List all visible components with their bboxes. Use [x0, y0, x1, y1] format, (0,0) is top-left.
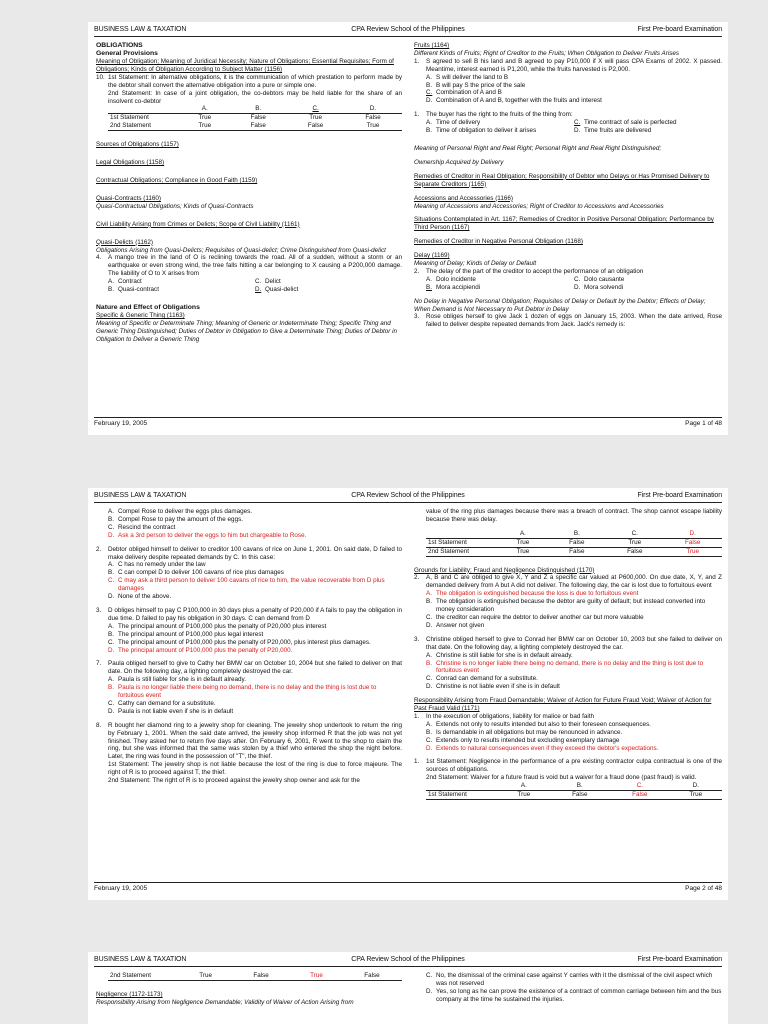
- topic-heading: Quasi-Delicts (1162): [96, 238, 153, 246]
- correct-answer: D. Ask a 3rd person to deliver the eggs to him but chargeable to Rose.: [108, 531, 307, 539]
- statement-continued: value of the ring plus damages because there was a breach of contract. The shop cannot escape liability because there was delay.: [426, 508, 722, 523]
- right-column: C. No, the dismissal of the criminal case against Y carries with it the dismissal of the civil aspect which was not reserved D. Yes, so long as he can prove the existence of a contract of common carriage between him and the bus company at the time he sustained the injuries.: [426, 972, 722, 1003]
- header-subject: BUSINESS LAW & TAXATION: [94, 956, 187, 963]
- question-grounds-3: 3. Christine obliged herself to give to Conrad her BMW car on October 10, 2003 but she failed to deliver on that date. On the following day, a lighting completely destroyed the car.: [414, 635, 722, 651]
- header-school: CPA Review School of the Philippines: [351, 26, 465, 33]
- question-delay-2: 2. The delay of the part of the creditor to accept the performance of an obligation: [414, 267, 644, 275]
- correct-answer: B. Christine is no longer liable there being no demand, there is no delay and the thing is lost due to fortuitous event: [426, 659, 704, 675]
- statement-2: 2nd Statement: In case of a joint obligation, the co-debtors may be held liable for the share of an insolvent co-debtor: [108, 89, 402, 105]
- answer-table: A. B. C. D. 1st Statement True False True False 2nd Statement True False False True: [426, 530, 722, 557]
- correct-answer: D. The principal amount of P100,000 plus the penalty of P20,000.: [108, 646, 293, 654]
- topic-subheading: No Delay in Negative Personal Obligation; Requisites of Delay or Default by the Debtor; Effects of Delay; When Demand is Not Necessary to Put Debtor in Delay: [414, 297, 706, 313]
- page-2: [88, 488, 728, 900]
- header-exam: First Pre-board Examination: [637, 492, 722, 499]
- topic-heading: Negligence (1172-1173): [96, 990, 163, 998]
- topic-subheading: Responsibility Arising from Negligence Demandable; Validity of Waiver of Action Arising from: [96, 998, 354, 1006]
- footer-rule: [94, 417, 722, 418]
- choices: A. Contract C. Delict B. Quasi-contract D. Quasi-delict: [108, 278, 299, 294]
- answer-table: 2nd Statement True False True False: [108, 972, 402, 981]
- statement-2: 2nd Statement: The right of R is to proceed against the jewelry shop owner and ask for the: [108, 777, 360, 785]
- topic-subheading: Meaning of Accessions and Accessories; Right of Creditor to Accessions and Accessories: [414, 202, 664, 210]
- topic-subheading: Meaning of Personal Right and Real Right; Personal Right and Real Right Distinguished;: [414, 144, 662, 152]
- header-subject: BUSINESS LAW & TAXATION: [94, 26, 187, 33]
- topic-heading: Fruits (1164): [414, 42, 450, 49]
- footer-page: Page 2 of 48: [685, 885, 722, 892]
- choices: A. Time of delivery C. Time contract of sale is perfected B. Time of obligation to deliver it arises D. Time fruits are delivered: [426, 119, 677, 135]
- page-footer: [94, 885, 722, 895]
- footer-date: February 19, 2005: [94, 420, 148, 427]
- right-column: value of the ring plus damages because there was a breach of contract. The shop cannot escape liability because there was delay. A. B. C. D. 1st Statement True False True False 2nd Statement True False False True Grounds for Liability; Fraud and Negligence Distinguished (1170) 2. A, B and C are obliged to give X, Y and Z a specific car valued at P600,000. On due date, X, Y, and Z demanded delivery from A but A did not deliver. The following day, the car is lost due to fortuitous event A. The obligation is extinguished because the loss is due to fortuitous event B. The obligation is extinguished because the debtor are guilty of default; but instead converted into money consideration C. the creditor can require the debtor to deliver another car but more valuable D. Answer not given 3. Christine obliged herself to give to Conrad her BMW car on October 10, 2003 but she failed to deliver on that date. On the following day, a lighting completely destroyed the car. A. Christine is still liable for she is in default already. B. Christine is no longer liable there being no demand, there is no delay and the thing is lost due to fortuitous event C. Conrad can demand for a substitute. D. Christine is not liable even if she is in default Responsibility Arising from Fraud Demandable; Waiver of Action for Future Fraud Void; Waiver of Action for Past Fraud Valid (1171) 1. In the execution of obligations, liability for malice or bad faith A. Extends not only to results intended but also to their foreseen consequences. B. Is demandable in all obligations but may be renounced in advance. C. Extends only to results intended but excluding exemplary damage D. Extends to natural consequences even if they exceed the debtor's expectations. 1. 1st Statement: Negligence in the performance of a pre existing contractor culpa contractual is one of the sources of obligations. 2nd Statement: Waiver for a future fraud is void but a waiver for a fraud done (past fraud) is valid. A. B. C. D. 1st Statement True False False True: [414, 508, 722, 799]
- answer-table: A. B. C. D. 1st Statement True False False True: [426, 782, 722, 800]
- topic-heading: Grounds for Liability; Fraud and Negligence Distinguished (1170): [414, 566, 595, 574]
- right-column: Fruits (1164) Different Kinds of Fruits; Right of Creditor to the Fruits; When Obligation to Deliver Fruits Arises 1. S agreed to sell B his land and B agreed to pay P10,000 if X will pass CPA Exams of 2002. X passed. Meantime, interest earned is P1,200, while the fruits harvested is P2,000. A. S will deliver the land to B B. B will pay S the price of the sale C. Combination of A and B D. Combination of A and B, together with the fruits and interest 1. The buyer has the right to the fruits of the thing from: A. Time of delivery C. Time contract of sale is perfected B. Time of obligation to deliver it arises D. Time fruits are delivered Meaning of Personal Right and Real Right; Personal Right and Real Right Distinguished; Ownership Acquired by Delivery Remedies of Creditor in Real Obligation; Responsibility of Debtor who Delays or Has Promised Delivery to Separate Creditors (1165) Accessions and Accessories (1166) Meaning of Accessions and Accessories; Right of Creditor to Accessions and Accessories Situations Contemplated in Art. 1167; Remedies of Creditor in Positive Personal Obligation; Performance by Third Person (1167) Remedies of Creditor in Negative Personal Obligation (1168) Delay (1169) Meaning of Delay; Kinds of Delay or Default 2. The delay of the part of the creditor to accept the performance of an obligation A. Dolo incidente C. Dolo causante B. Mora accipiendi D. Mora solvendi No Delay in Negative Personal Obligation; Requisites of Delay or Default by the Debtor; Effects of Delay; When Demand is Not Necessary to Put Debtor in Delay 3. Rose obliges herself to give Jack 1 dozen of eggs on January 15, 2003. When the date arrived, Rose failed to deliver despite repeated demands from Jack. Jack's remedy is:: [414, 42, 722, 329]
- topic-subheading: Ownership Acquired by Delivery: [414, 158, 504, 166]
- correct-answer: C. C may ask a third person to deliver 100 cavans of rice to him, the value recoverable from D plus damages: [108, 577, 385, 593]
- topic-heading: Delay (1169): [414, 252, 450, 260]
- topic-subheading: Different Kinds of Fruits; Right of Creditor to the Fruits; When Obligation to Deliver Fruits Arises: [414, 49, 680, 57]
- choices: A. Dolo incidente C. Dolo causante B. Mora accipiendi D. Mora solvendi: [426, 275, 625, 291]
- topic-subheading: Quasi-Contractual Obligations; Kinds of Quasi-Contracts: [96, 202, 254, 210]
- topic-heading: Meaning of Obligation; Meaning of Juridical Necessity; Nature of Obligations; Essential Requisites; Form of Obligations; Kinds of Obligation According to Subject Matter (1156): [96, 58, 394, 73]
- question-fraud-1: 1. In the execution of obligations, liability for malice or bad faith: [414, 712, 595, 720]
- topic-subheading: Obligations Arising from Quasi-Delicts; Requisites of Quasi-delict; Crime Distinguished from Quasi-delict: [96, 246, 386, 254]
- header-exam: First Pre-board Examination: [637, 26, 722, 33]
- question-2: 2. Debtor obliged himself to deliver to creditor 100 cavans of rice on June 1, 2001. On said date, D failed to make delivery despite repeated demands by C. In this case:: [96, 545, 402, 561]
- topic-heading: Quasi-Contracts (1160): [96, 194, 161, 202]
- page-3: [88, 952, 728, 1024]
- section-subtitle: General Provisions: [96, 50, 158, 57]
- left-column: [96, 972, 402, 1007]
- correct-answer: D. Extends to natural consequences even if they exceed the debtor's expectations.: [426, 744, 659, 752]
- footer-rule: [94, 882, 722, 883]
- topic-heading: Situations Contemplated in Art. 1167; Remedies of Creditor in Positive Personal Obligation; Performance by Third Person (1167): [414, 216, 714, 232]
- header-rule: [94, 36, 722, 37]
- answer-table: A. B. C. D. 1st Statement True False True False 2nd Statement True False False True: [108, 105, 402, 131]
- question-8: 8. R bought her diamond ring to a jewelry shop for cleaning. The jewelry shop undertook to return the ring by February 1, 2001. When the said date arrived, the jewelry shop informed R that the job was not yet finished. They asked her to return five days after. On February 6, 2001, R went to the shop to claim the ring, but she was informed that the same was stolen by a thief who entered the shop the night before. Later, the ring was found in the possession of "T", the thief. 1st Statement: The jewelry shop is not liable because the lost of the ring is due to force majeure. The right of R is to proceed against T, the thief. 2nd Statement: The right of R is to proceed against the jewelry shop owner and ask for the: [96, 721, 402, 785]
- topic-heading: Contractual Obligations; Compliance in Good Faith (1159): [96, 176, 258, 184]
- question-7: 7. Paula obliged herself to give to Cathy her BMW car on October 10, 2004 but she failed to deliver on that date. On the following day, a lighting completely destroyed the car.: [96, 660, 402, 676]
- left-column: [96, 42, 402, 344]
- topic-heading: Civil Liability Arising from Crimes or Delicts; Scope of Civil Liability (1161): [96, 220, 300, 228]
- question-delay-3: 3. Rose obliges herself to give Jack 1 dozen of eggs on January 15, 2003. When the date arrived, Rose failed to deliver despite repeated demands from Jack. Jack's remedy is:: [414, 313, 722, 329]
- header-subject: BUSINESS LAW & TAXATION: [94, 492, 187, 499]
- header-school: CPA Review School of the Philippines: [351, 956, 465, 963]
- header-exam: First Pre-board Examination: [637, 956, 722, 963]
- question-4: 4. A mango tree in the land of O is reclining towards the road. All of a sudden, without a storm or an earthquake or even strong wind, the tree falls hitting a car belonging to X causing a P200,000 damage. The liability of O to X arises from: [96, 254, 402, 278]
- topic-heading: Legal Obligations (1158): [96, 159, 165, 167]
- topic-heading: Sources of Obligations (1157): [96, 141, 179, 149]
- page-footer: [94, 420, 722, 430]
- header-rule: [94, 502, 722, 503]
- topic-heading: Responsibility Arising from Fraud Demandable; Waiver of Action for Future Fraud Void; Waiver of Action for Past Fraud Valid (1171): [414, 697, 712, 713]
- footer-date: February 19, 2005: [94, 885, 148, 892]
- question-10: 10. 1st Statement: In alternative obligations, it is the communication of which prestation to perform made by the debtor shall convert the alternative obligation into a pure or simple one. 2nd Statement: In case of a joint obligation, the co-debtors may be held liable for the share of an insolvent co-debtor: [96, 73, 402, 105]
- statement-1: 1st Statement: The jewelry shop is not liable because the lost of the ring is due to force majeure. The right of R is to proceed against T, the thief.: [108, 761, 402, 777]
- left-column: A. Compel Rose to deliver the eggs plus damages. B. Compel Rose to pay the amount of the eggs. C. Rescind the contract D. Ask a 3rd person to deliver the eggs to him but chargeable to Rose. 2. Debtor obliged himself to deliver to creditor 100 cavans of rice on June 1, 2001. On said date, D failed to make delivery despite repeated demands by C. In this case: A. C has no remedy under the law B. C can compel D to deliver 100 cavans of rice plus damages C. C may ask a third person to deliver 100 cavans of rice to him, the value recoverable from D plus damages D. None of the above. 3. D obliges himself to pay C P100,000 in 30 days plus a penalty of P20,000 if A fails to pay the obligation in due time. D failed to pay his obligation in 30 days. C can demand from D A. The principal amount of P100,000 plus the penalty of P20,000 plus interest B. The principal amount of P100,000 plus legal interest C. The principal amount of P100,000 plus the penalty of P20,000, plus interest plus damages. D. The principal amount of P100,000 plus the penalty of P20,000. 7. Paula obliged herself to give to Cathy her BMW car on October 10, 2004 but she failed to deliver on that date. On the following day, a lighting completely destroyed the car. A. Paula is still liable for she is in default already. B. Paula is no longer liable there being no demand, there is no delay and the thing is lost due to fortuitous event C. Cathy can demand for a substitute. D. Paula is not liable even if she is in default 8. R bought her diamond ring to a jewelry shop for cleaning. The jewelry shop undertook to return the ring by February 1, 2001. When the said date arrived, the jewelry shop informed R that the job was not yet finished. They asked her to return five days after. On February 6, 2001, R went to the shop to claim the ring, but she was informed that the same was stolen by a thief who entered the shop the night before. Later, the ring was found in the possession of "T", the thief. 1st Statement: The jewelry shop is not liable because the lost of the ring is due to force majeure. The right of R is to proceed against T, the thief. 2nd Statement: The right of R is to proceed against the jewelry shop owner and ask for the: [96, 508, 402, 785]
- question-fruits-2: 1. The buyer has the right to the fruits of the thing from:: [414, 111, 573, 119]
- question-grounds-2: 2. A, B and C are obliged to give X, Y and Z a specific car valued at P600,000. On due date, X, Y, and Z demanded delivery from A but A did not deliver. The following day, the car is lost due to fortuitous event: [414, 574, 722, 590]
- topic-heading: Remedies of Creditor in Real Obligation; Responsibility of Debtor who Delays or Has Promised Delivery to Separate Creditors (1165): [414, 172, 710, 188]
- correct-answer: B. Paula is no longer liable there being no demand, there is no delay and the thing is lost due to fortuitous event: [108, 684, 377, 700]
- question-3: 3. D obliges himself to pay C P100,000 in 30 days plus a penalty of P20,000 if A fails to pay the obligation in due time. D failed to pay his obligation in 30 days. C can demand from D: [96, 606, 402, 622]
- question-fruits-1: 1. S agreed to sell B his land and B agreed to pay P10,000 if X will pass CPA Exams of 2002. X passed. Meantime, interest earned is P1,200, while the fruits harvested is P2,000.: [414, 57, 722, 73]
- header-rule: [94, 966, 722, 967]
- section-heading: Nature and Effect of Obligations: [96, 303, 200, 311]
- correct-answer: A. The obligation is extinguished because the loss is due to fortuitous event: [426, 590, 639, 598]
- topic-heading: Specific & Generic Thing (1163): [96, 311, 185, 319]
- topic-subheading: Meaning of Delay; Kinds of Delay or Default: [414, 260, 537, 268]
- topic-heading: Accessions and Accessories (1166): [414, 194, 513, 202]
- question-fraud-2: 1. 1st Statement: Negligence in the performance of a pre existing contractor culpa contractual is one of the sources of obligations. 2nd Statement: Waiver for a future fraud is void but a waiver for a fraud done (past fraud) is valid.: [414, 758, 722, 782]
- header-school: CPA Review School of the Philippines: [351, 492, 465, 499]
- page-1: [88, 22, 728, 435]
- section-title: OBLIGATIONS: [96, 42, 143, 49]
- statement-1: 1st Statement: In alternative obligations, it is the communication of which prestation to perform made by the debtor shall convert the alternative obligation into a pure or simple one.: [108, 73, 402, 89]
- topic-heading: Remedies of Creditor in Negative Personal Obligation (1168): [414, 238, 583, 246]
- statement-1: 1st Statement: Negligence in the performance of a pre existing contractor culpa contractual is one of the sources of obligations.: [426, 758, 722, 774]
- footer-page: Page 1 of 48: [685, 420, 722, 427]
- statement-2: 2nd Statement: Waiver for a future fraud is void but a waiver for a fraud done (past fraud) is valid.: [426, 774, 697, 782]
- topic-subheading: Meaning of Specific or Determinate Thing; Meaning of Generic or Indeterminate Thing; Specific Thing and Generic Thing Distinguished; Duties of Debtor in Obligation to Give a Determinate Thing; Duties of Debtor in Obligation to Deliver a Generic Thing: [96, 319, 397, 343]
